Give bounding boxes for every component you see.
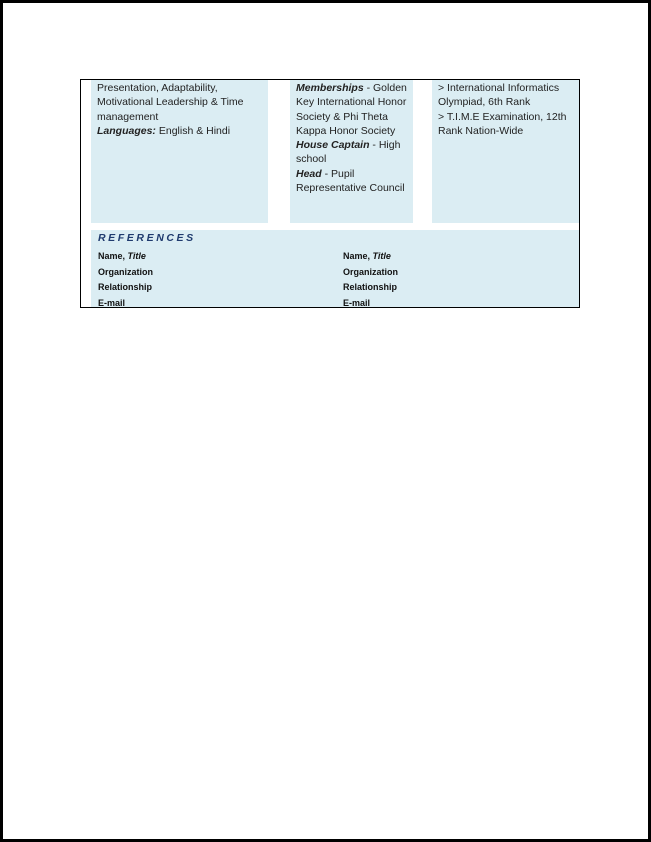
memberships-text: - Golden Key International Honor Society & Phi Theta Kappa Honor Society [296,82,407,137]
reference-relationship: Relationship [343,282,398,292]
house-captain-label: House Captain [296,139,370,152]
award-line: Rank Nation-Wide [438,124,524,137]
reference-name-line [343,249,398,265]
house-captain-text: - High school [296,139,401,166]
skills-line: Motivational Leadership & Time [97,96,244,109]
reference-name: Name, [343,251,373,261]
memberships-entry [296,81,407,138]
head-text: - Pupil Representative Council [296,167,405,195]
head-entry [296,167,407,196]
languages-value: English & Hindi [155,124,231,137]
skills-line: management [97,110,159,123]
resume-section-block [80,79,580,308]
languages-label: Languages: [97,124,156,137]
languages-entry [97,124,262,138]
reference-right [343,249,398,311]
references-heading: REFERENCES [98,232,196,244]
reference-relationship: Relationship [98,282,153,292]
memberships-label: Memberships [296,82,364,94]
award-line: > International Informatics [438,82,560,94]
activities-column [290,80,413,223]
award-line: Olympiad, 6th Rank [438,96,531,109]
reference-email: E-mail [343,297,371,308]
references-section [91,230,579,307]
skills-line: Presentation, Adaptability, [97,82,218,94]
reference-organization: Organization [343,266,399,277]
reference-title: Title [127,251,146,261]
awards-column [432,80,579,223]
reference-name-line [98,249,153,265]
house-captain-entry [296,138,407,167]
reference-name: Name, [98,251,128,261]
award-line: > T.I.M.E Examination, 12th [438,110,567,123]
head-label: Head [296,167,322,180]
reference-title: Title [372,251,391,261]
reference-left [98,249,153,311]
reference-organization: Organization [98,266,154,277]
skills-column [91,80,268,223]
reference-email: E-mail [98,297,126,308]
